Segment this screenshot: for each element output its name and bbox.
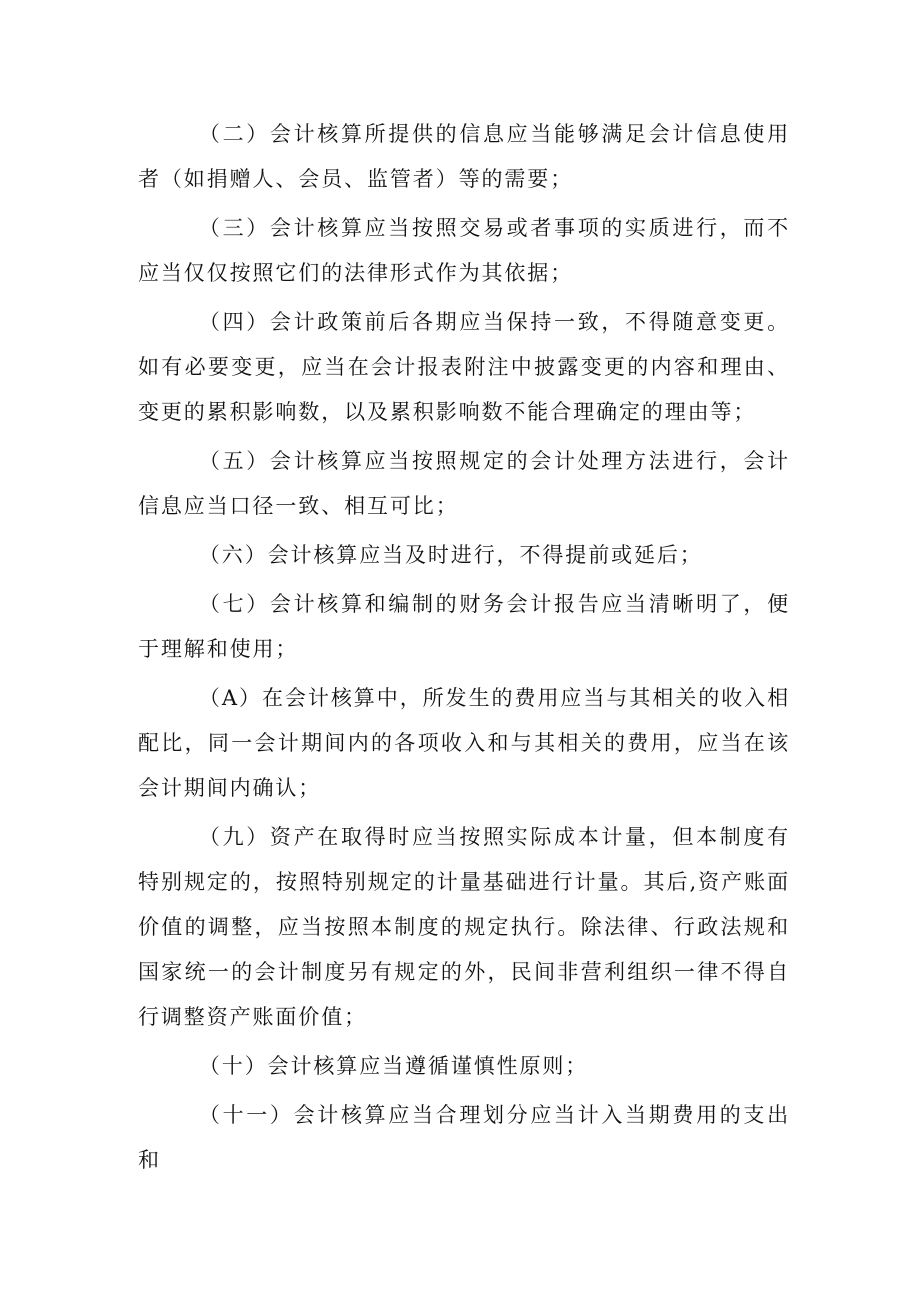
- paragraph-4: （四）会计政策前后各期应当保持一致，不得随意变更。如有必要变更，应当在会计报表附注中披露变更的内容和理由、变更的累积影响数，以及累积影响数不能合理确定的理由等；: [138, 310, 790, 424]
- paragraph-3: （三）会计核算应当按照交易或者事项的实质进行，而不应当仅仅按照它们的法律形式作为其依据；: [138, 216, 790, 285]
- paragraph-10: （十）会计核算应当遵循谨慎性原则；: [198, 1054, 589, 1078]
- paragraph-8: （A）在会计核算中，所发生的费用应当与其相关的收入相配比，同一会计期间内的各项收入和与其相关的费用，应当在该会计期间内确认；: [138, 686, 790, 800]
- paragraph-5: （五）会计核算应当按照规定的会计处理方法进行，会计信息应当口径一致、相互可比；: [138, 449, 790, 518]
- paragraph-7: （七）会计核算和编制的财务会计报告应当清晰明了，便于理解和使用；: [138, 592, 790, 661]
- paragraph-2: （二）会计核算所提供的信息应当能够满足会计信息使用者（如捐赠人、会员、监管者）等的需要；: [138, 122, 790, 191]
- paragraph-9: （九）资产在取得时应当按照实际成本计量，但本制度有特别规定的，按照特别规定的计量基础进行计量。其后,资产账面价值的调整，应当按照本制度的规定执行。除法律、行政法规和国家统一的会计制度另有规定的外，民间非营利组织一律不得自行调整资产账面价值；: [138, 825, 790, 1029]
- document-body: [138, 112, 790, 1183]
- paragraph-6: （六）会计核算应当及时进行，不得提前或延后；: [198, 543, 703, 567]
- paragraph-11: （十一）会计核算应当合理划分应当计入当期费用的支出和: [138, 1103, 790, 1172]
